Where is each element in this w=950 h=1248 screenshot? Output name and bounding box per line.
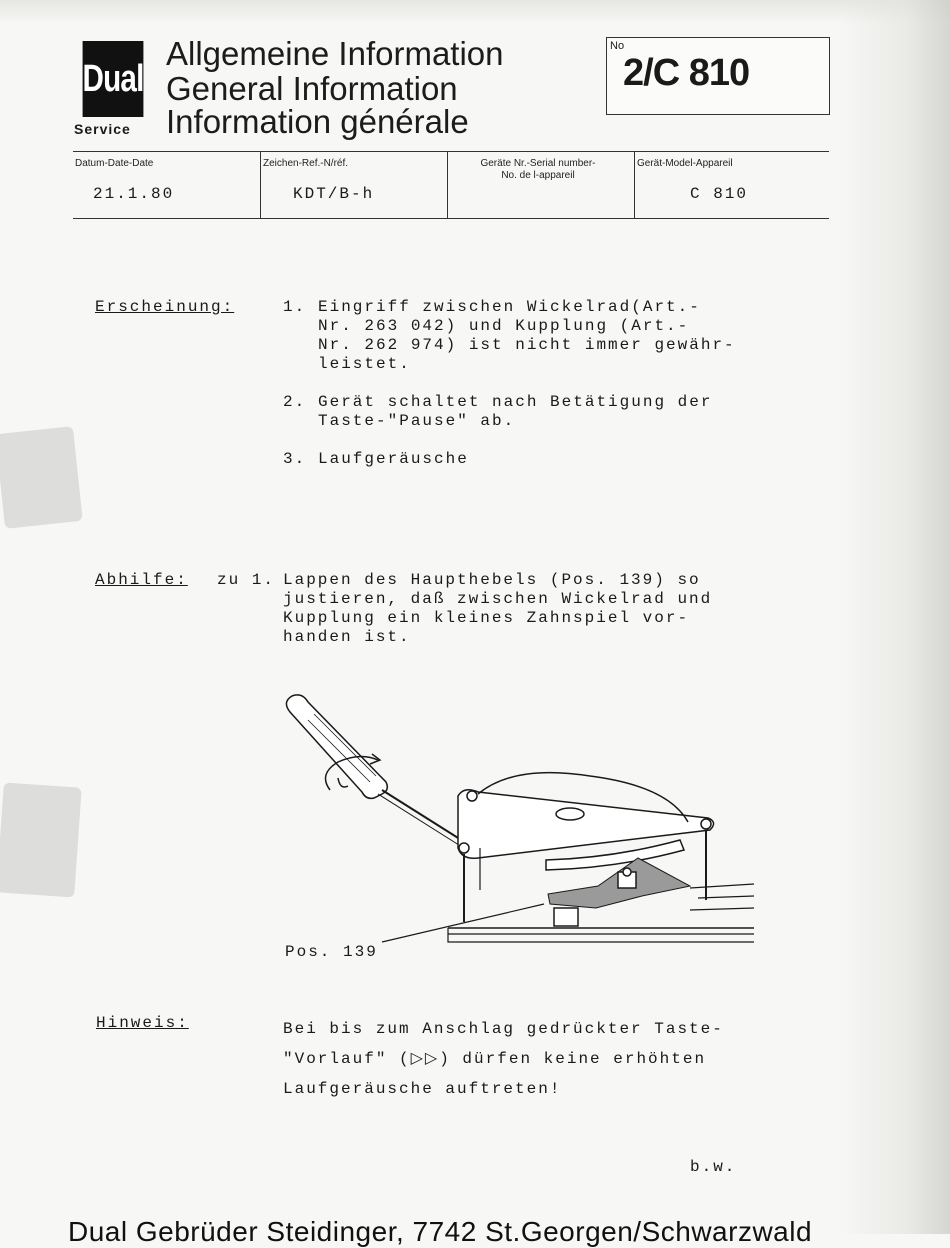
number-label: No <box>610 40 625 52</box>
serial-cell <box>447 152 634 218</box>
item-text: Gerät schaltet nach Betätigung der Taste-"Pause" ab. <box>318 393 713 430</box>
model-cell <box>634 152 829 218</box>
dual-logo: Dual <box>83 41 144 117</box>
company-footer: Dual Gebrüder Steidinger, 7742 St.Georgen/Schwarzwald <box>68 1216 813 1247</box>
info-table <box>73 151 829 219</box>
reference-label: Zeichen-Ref.-N/réf. <box>263 158 349 169</box>
adjustment-illustration <box>278 690 758 950</box>
document-number: 2/C 810 <box>623 52 750 94</box>
tape-mark <box>0 426 83 529</box>
paper-top-fold <box>0 0 950 24</box>
model-value: C 810 <box>690 185 749 203</box>
paper-edge-shadow <box>840 0 950 1234</box>
title-french: Information générale <box>166 103 469 140</box>
serial-label <box>448 158 628 182</box>
note-text: Bei bis zum Anschlag gedrückter Taste- "Vorlauf" (▷▷) dürfen keine erhöhten Laufgeräusche auftreten! <box>283 1020 724 1098</box>
reference-cell <box>260 152 447 218</box>
model-label: Gerät-Model-Appareil <box>637 158 733 169</box>
date-cell <box>73 152 260 218</box>
remedy-heading: Abhilfe: <box>95 571 188 589</box>
note-heading: Hinweis: <box>96 1014 189 1032</box>
date-value: 21.1.80 <box>93 185 175 203</box>
service-label: Service <box>74 121 131 137</box>
item-number: 1. <box>283 298 307 316</box>
screwdriver-handle <box>286 695 387 799</box>
serial-label-line-1: Geräte Nr.-Serial number- <box>480 158 596 169</box>
remedy-reference: zu 1. <box>217 571 276 589</box>
serial-label-line-2: No. de l-appareil <box>501 170 575 181</box>
date-label: Datum-Date-Date <box>75 158 154 169</box>
page-turn-note: b.w. <box>690 1158 737 1176</box>
position-label: Pos. 139 <box>285 943 378 961</box>
item-number: 3. <box>283 450 307 468</box>
reference-value: KDT/B-h <box>293 185 375 203</box>
remedy-text: Lappen des Haupthebels (Pos. 139) so justieren, daß zwischen Wickelrad und Kupplung ein kleines Zahnspiel vor- handen ist. <box>283 571 713 646</box>
title-german: Allgemeine Information <box>166 35 504 72</box>
item-text: Laufgeräusche <box>318 450 469 468</box>
document-number-box <box>606 37 830 115</box>
item-number: 2. <box>283 393 307 411</box>
title-english: General Information <box>166 70 458 107</box>
tape-mark <box>0 782 82 897</box>
symptom-heading: Erscheinung: <box>95 298 235 316</box>
item-text: Eingriff zwischen Wickelrad(Art.- Nr. 263 042) und Kupplung (Art.- Nr. 262 974) ist nicht immer gewähr- leistet. <box>318 298 736 373</box>
